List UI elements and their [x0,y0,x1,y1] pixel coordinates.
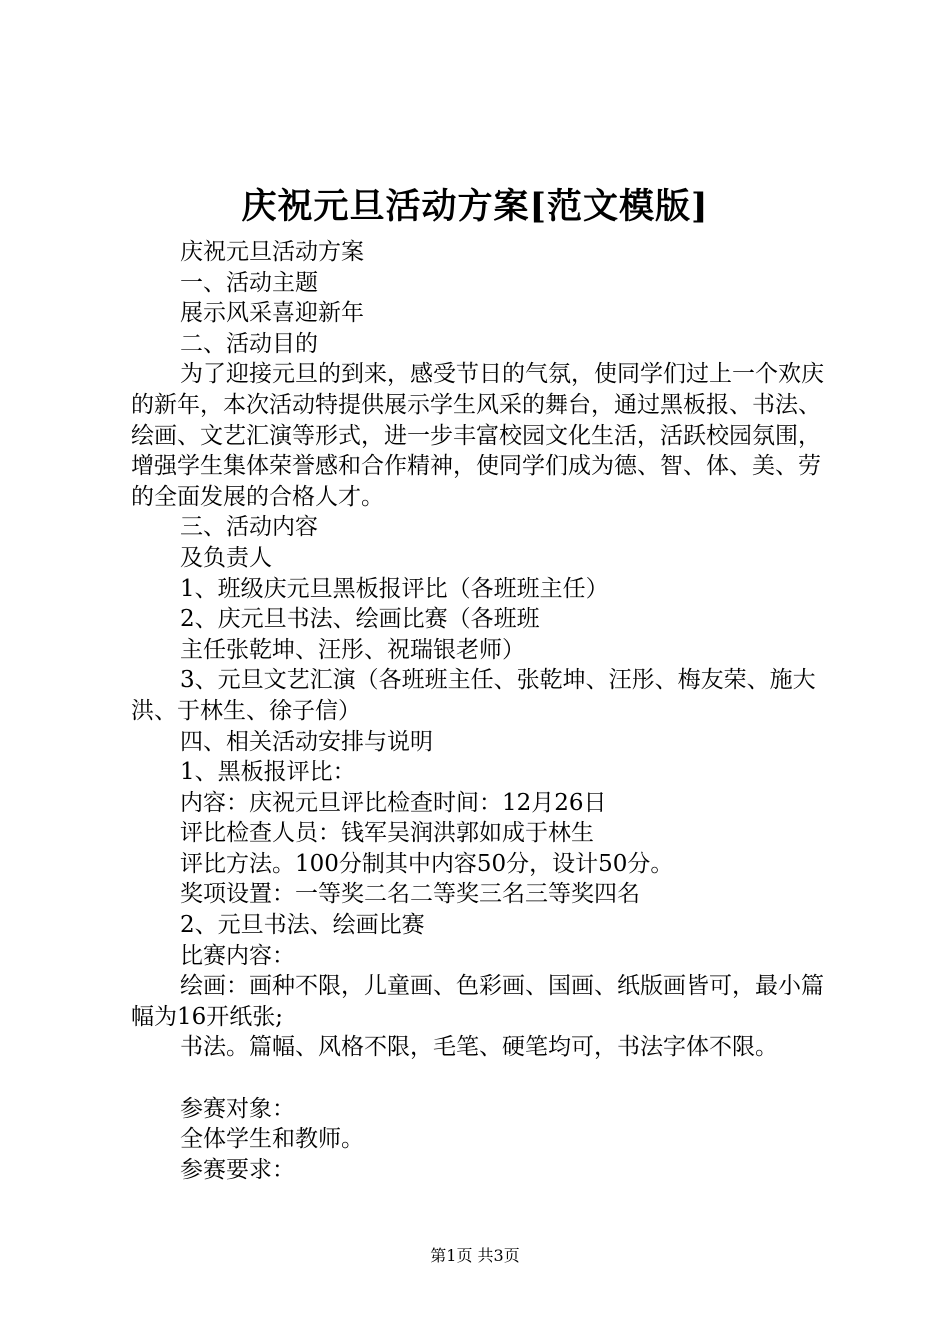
paragraph: 奖项设置：一等奖二名二等奖三名三等奖四名 [180,881,640,908]
paragraph: 比赛内容： [180,942,295,969]
paragraph-purpose: 为了迎接元旦的到来，感受节日的气氛，使同学们过上一个欢庆的新年，本次活动特提供展示学生风采的舞台，通过黑板报、书法、绘画、文艺汇演等形式，进一步丰富校园文化生活，活跃校园氛围，增强学生集体荣誉感和合作精神，使同学们成为德、智、体、美、劳的全面发展的合格人才。 [131,361,824,510]
paragraph: 全体学生和教师。 [180,1126,364,1153]
document-body [131,237,831,1185]
paragraph: 参赛要求： [180,1156,295,1183]
paragraph: 及负责人 [180,544,272,571]
paragraph: 绘画：画种不限，儿童画、色彩画、国画、纸版画皆可，最小篇幅为16开纸张; [131,973,824,1030]
document-title: 庆祝元旦活动方案[范文模版] [241,186,709,227]
blank-line [131,1063,831,1094]
list-item: 1、黑板报评比： [180,759,356,786]
section-heading-theme: 一、活动主题 [180,269,318,296]
paragraph: 书法。篇幅、风格不限，毛笔、硬笔均可，书法字体不限。 [180,1034,778,1061]
list-item: 1、班级庆元旦黑板报评比（各班班主任） [180,575,609,602]
paragraph: 主任张乾坤、汪彤、祝瑞银老师） [180,636,525,663]
page-footer: 第1页 共3页 [430,1246,520,1265]
list-item: 2、元旦书法、绘画比赛 [180,912,425,939]
section-heading-content: 三、活动内容 [180,514,318,541]
paragraph: 展示风采喜迎新年 [180,300,364,327]
list-item: 2、庆元旦书法、绘画比赛（各班班 [180,606,540,633]
paragraph: 参赛对象： [180,1095,295,1122]
list-item: 3、元旦文艺汇演（各班班主任、张乾坤、汪彤、梅友荣、施大洪、于林生、徐子信） [131,667,816,724]
section-heading-arrangement: 四、相关活动安排与说明 [180,728,433,755]
paragraph: 内容：庆祝元旦评比检查时间：12月26日 [180,789,607,816]
section-heading-purpose: 二、活动目的 [180,330,318,357]
paragraph: 评比检查人员：钱军吴润洪郭如成于林生 [180,820,594,847]
paragraph: 评比方法。100分制其中内容50分，设计50分。 [180,850,674,877]
paragraph-heading: 庆祝元旦活动方案 [180,239,364,265]
